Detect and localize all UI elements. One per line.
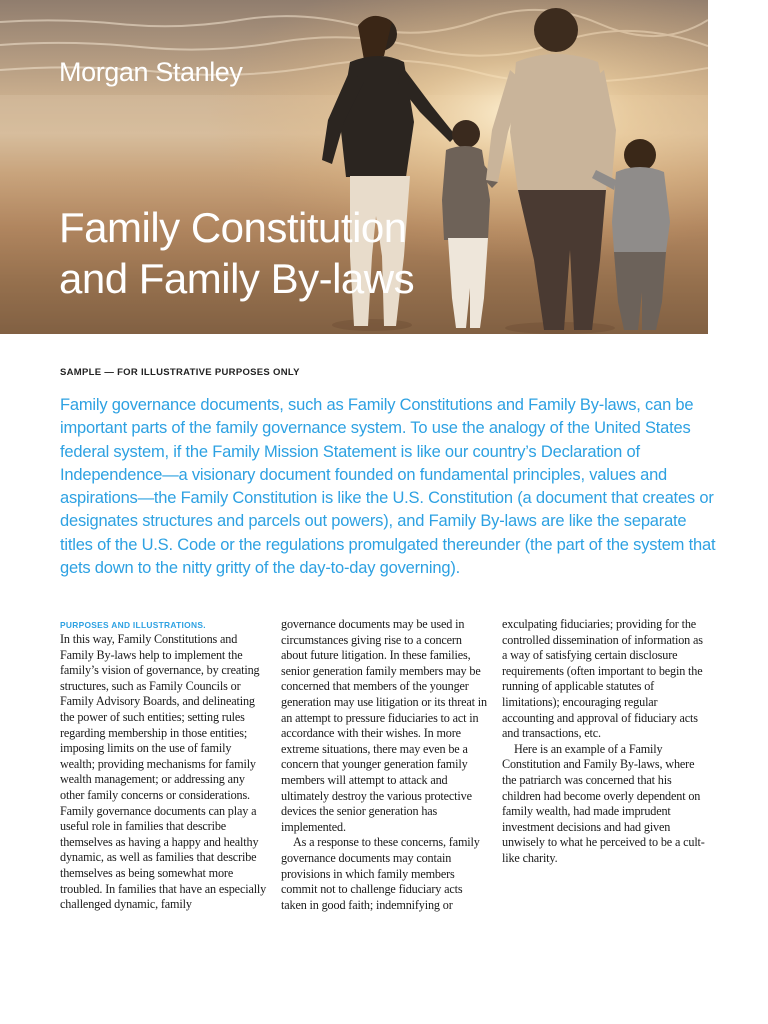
column-2-paragraph-1: governance documents may be used in circumstances giving rise to a concern about future litigation. In these families, senior generation family members may be concerned that members of the younger generation may use litigation or its threat in an attempt to pressure fiduciaries to act in accordance with their wishes. In more extreme situations, there may even be a concern that younger generation family members will attempt to attack and ultimately destroy the various protective devices the senior generation has implemented. [281,617,487,834]
body-column-1 [60,619,267,913]
column-3-paragraph-1: exculpating fiduciaries; providing for the controlled dissemination of information as a way of satisfying certain disclosure requirements (often important to begin the running of applicable statutes of limitations); encouraging regular accounting and approval of fiduciary acts and transactions, etc. [502,617,703,741]
body-column-3 [502,617,709,867]
column-3-paragraph-2: Here is an example of a Family Constitution and Family By-laws, where the patriarch was concerned that his children had become overly dependent on family wealth, had made imprudent investment decisions and had given unwisely to what he perceived to be a cult-like charity. [502,741,705,865]
section-heading-text: PURPOSES AND ILLUSTRATIONS [60,620,204,630]
column-2-paragraph-2: As a response to these concerns, family governance documents may contain provisions in which family members commit not to challenge fiduciary acts taken in good faith; indemnifying or [281,835,480,912]
title-line-1: Family Constitution [59,204,407,251]
title-line-2: and Family By-laws [59,255,415,302]
section-heading-suffix: . [203,620,206,630]
body-column-2 [281,617,488,913]
sample-label: SAMPLE — FOR ILLUSTRATIVE PURPOSES ONLY [60,367,300,378]
intro-paragraph: Family governance documents, such as Family Constitutions and Family By-laws, can be important parts of the family governance system. To use the analogy of the United States federal system, if the Family Mission Statement is like our country’s Declaration of Independence—a visionary document founded on fundamental principles, values and aspirations—the Family Constitution is like the U.S. Constitution (a document that creates or designates structures and parcels out powers), and Family By-laws are like the separate titles of the U.S. Code or the regulations promulgated thereunder (the part of the system that gets down to the nitty gritty of the day-to-day governing). [60,396,716,578]
section-heading [60,619,267,632]
column-1-paragraph: In this way, Family Constitutions and Family By-laws help to implement the family’s vision of governance, by creating structures, such as Family Councils or Family Advisory Boards, and delineating the power of such entities; setting rules regarding membership in those entities; imposing limits on the use of family wealth; providing mechanisms for family wealth management; or addressing any other family concerns or considerations. Family governance documents can play a useful role in families that describe themselves as having a happy and healthy dynamic, as well as families that describe themselves as being somewhat more troubled. In families that have an especially challenged dynamic, family [60,632,267,912]
page-title [59,202,414,304]
hero-image [0,0,708,334]
morgan-stanley-logo: Morgan Stanley [59,57,243,87]
